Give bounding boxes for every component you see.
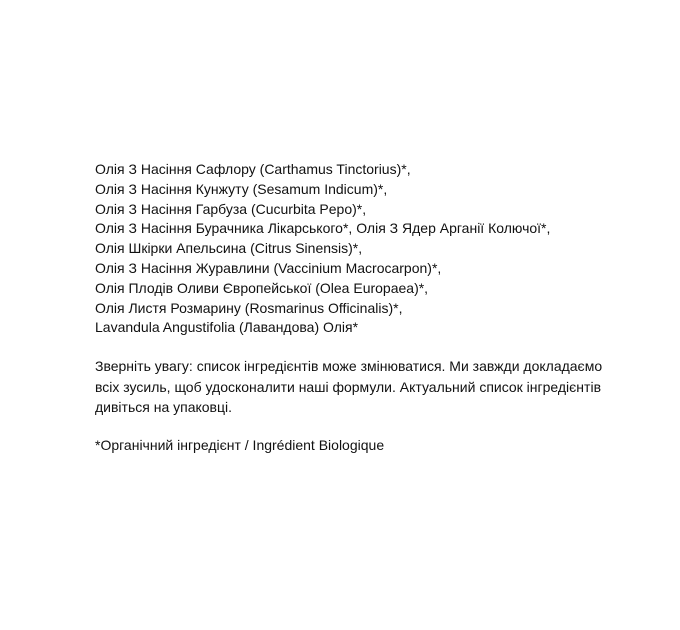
organic-ingredient-note: *Органічний інгредієнт / Ingrédient Biologique: [95, 436, 385, 453]
ingredient-line: Олія З Насіння Сафлору (Carthamus Tinctorius)*,: [95, 161, 411, 177]
ingredient-line: Олія З Насіння Бурачника Лікарського*, Олія З Ядер Арганії Колючої*,: [95, 220, 551, 237]
ingredient-line: Олія Шкірки Апельсина (Citrus Sinensis)*,: [95, 240, 363, 257]
ingredients-section: [95, 160, 615, 455]
ingredient-line: Олія Плодів Оливи Європейської (Olea Europaea)*,: [95, 279, 429, 296]
ingredient-line: Олія Листя Розмарину (Rosmarinus Officinalis)*,: [95, 299, 403, 316]
ingredient-line: Олія З Насіння Кунжуту (Sesamum Indicum)*,: [95, 180, 388, 197]
ingredient-line: Олія З Насіння Гарбуза (Cucurbita Pepo)*,: [95, 200, 367, 217]
ingredients-list: [95, 160, 615, 338]
ingredient-line: Олія З Насіння Журавлини (Vaccinium Macrocarpon)*,: [95, 259, 442, 276]
ingredient-line: Lavandula Angustifolia (Лавандова) Олія*: [95, 319, 359, 336]
ingredients-change-notice: Зверніть увагу: список інгредієнтів може змінюватися. Ми завжди докладаємо всіх зусиль, щоб удосконалити наші формули. Актуальний список інгредієнтів дивіться на упаковці.: [95, 358, 603, 416]
